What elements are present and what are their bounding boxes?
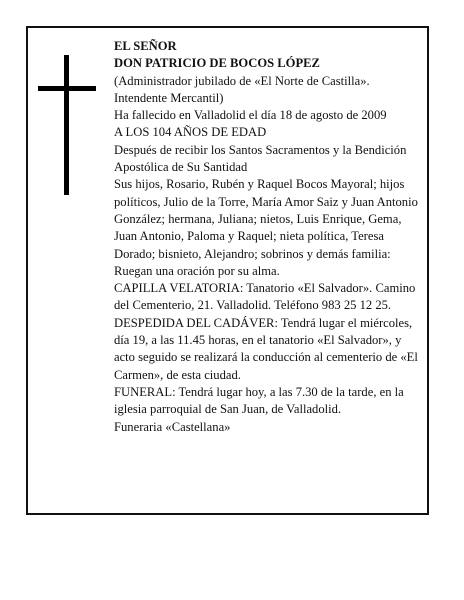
funeral-info: FUNERAL: Tendrá lugar hoy, a las 7.30 de la tarde, en la iglesia parroquial de San Juan, de Valladolid.	[114, 384, 404, 417]
obituary-text	[114, 38, 420, 436]
cross-horizontal-bar	[38, 86, 96, 91]
chapel-info: CAPILLA VELATORIA: Tanatorio «El Salvador». Camino del Cementerio, 21. Valladolid. Teléfono 983 25 12 25.	[114, 281, 416, 313]
occupation: (Administrador jubilado de «El Norte de Castilla». Intendente Mercantil)	[114, 73, 370, 105]
death-notice: Ha fallecido en Valladolid el día 18 de agosto de 2009	[114, 108, 387, 123]
cross-vertical-bar	[64, 55, 69, 195]
family-list: Sus hijos, Rosario, Rubén y Raquel Bocos Mayoral; hijos políticos, Julio de la Torre, María Amor Saiz y Juan Antonio González; hermana, Juliana; nietos, Luis Enrique, Gema, Juan Antonio, Paloma y Raquel; nieta política, Teresa Dorado; bisnieto, Alejandro; sobrinos y demás familia:	[114, 177, 418, 261]
sacraments: Después de recibir los Santos Sacramentos y la Bendición Apostólica de Su Santidad	[114, 142, 407, 175]
farewell-info: DESPEDIDA DEL CADÁVER: Tendrá lugar el miércoles, día 19, a las 11.45 horas, en el tanatorio «El Salvador», y acto seguido se realizará la conducción al cementerio de «El Carmen», de esta ciudad.	[114, 315, 418, 382]
funeral-home: Funeraria «Castellana»	[114, 419, 231, 434]
deceased-name: DON PATRICIO DE BOCOS LÓPEZ	[114, 56, 320, 71]
prayer-request: Ruegan una oración por su alma.	[114, 263, 280, 278]
age: A LOS 104 AÑOS DE EDAD	[114, 125, 267, 140]
title-line-1: EL SEÑOR	[114, 39, 177, 53]
